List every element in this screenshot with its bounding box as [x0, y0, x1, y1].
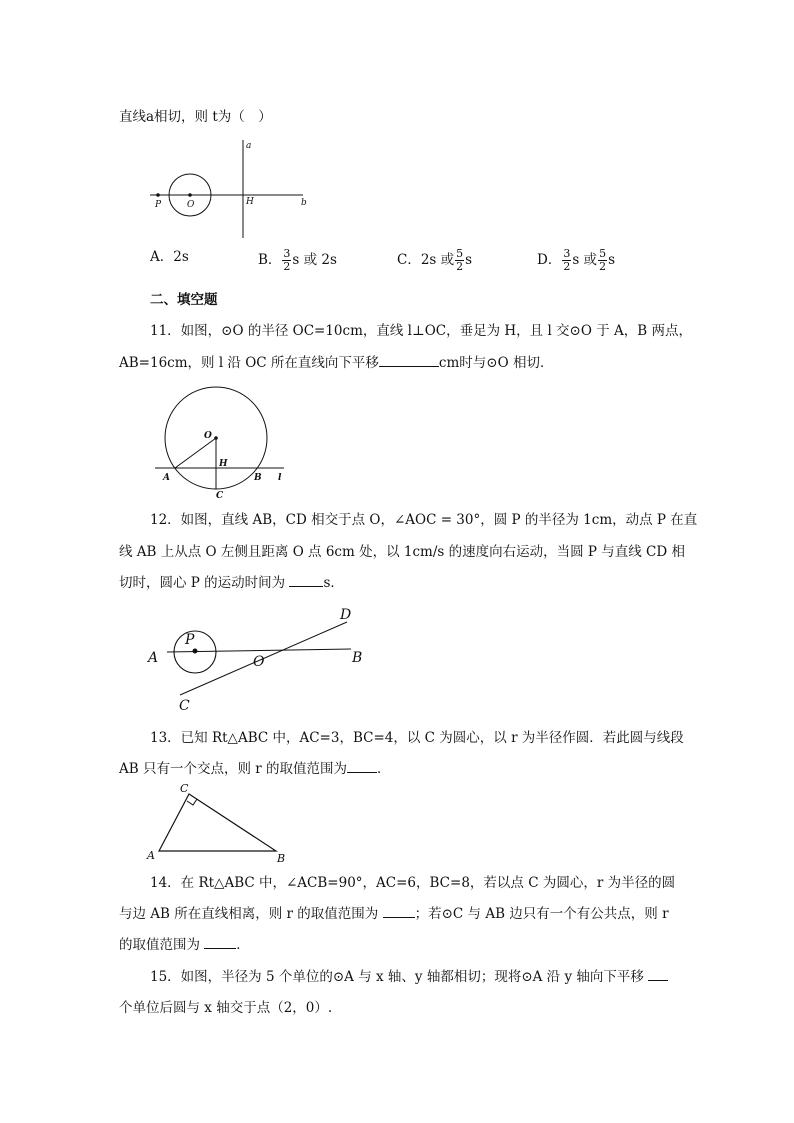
- q11-figure: [150, 386, 290, 501]
- q13-line1: 13．已知 Rt△ABC 中，AC=3，BC=4，以 C 为圆心，以 r 为半径作圆．若此圆与线段: [150, 730, 684, 746]
- label-b: B: [277, 852, 286, 865]
- q12-answer-blank[interactable]: [289, 574, 323, 587]
- point-o: [188, 193, 192, 197]
- q11-line2: AB=16cm，则 l 沿 OC 所在直线向下平移 cm时与⊙O 相切．: [119, 355, 554, 371]
- label-c: C: [180, 782, 189, 795]
- section-title: 二、填空题: [150, 292, 218, 308]
- label-l: l: [278, 473, 282, 483]
- q14-line1: 14．在 Rt△ABC 中，∠ACB=90°，AC=6，BC=8，若以点 C 为圆心，r 为半径的圆: [150, 875, 676, 891]
- q14-line2: 与边 AB 所在直线相离，则 r 的取值范围为 ；若⊙C 与 AB 边只有一个有公共点，则 r: [119, 906, 669, 922]
- label-o: O: [204, 431, 212, 441]
- q14-answer-blank-2[interactable]: [204, 936, 236, 949]
- q11-line1: 11．如图，⊙O 的半径 OC=10cm，直线 l⊥OC，垂足为 H，且 l 交⊙O 于 A，B 两点，: [150, 323, 692, 339]
- q15-answer-blank[interactable]: [648, 968, 668, 981]
- q14-answer-blank-1[interactable]: [383, 905, 415, 918]
- point-p: [156, 193, 160, 197]
- label-c: C: [216, 491, 224, 501]
- label-h: H: [219, 459, 228, 469]
- label-b: B: [254, 473, 262, 483]
- label-a: A: [148, 650, 159, 666]
- q10-tail-text: 直线a相切，则 t为（ ）: [119, 109, 272, 125]
- triangle-abc: [159, 794, 276, 851]
- label-o: O: [187, 200, 195, 210]
- label-o: O: [253, 654, 265, 670]
- label-d: D: [340, 607, 352, 623]
- label-c: C: [179, 698, 190, 714]
- label-a: a: [246, 141, 252, 151]
- segment-oa: [175, 438, 216, 468]
- label-b: B: [352, 650, 363, 666]
- q13-answer-blank[interactable]: [347, 760, 377, 773]
- point-o: [214, 436, 218, 440]
- q12-figure: [145, 600, 375, 715]
- right-angle-mark: [187, 799, 197, 805]
- q14-line3: 的取值范围为 ．: [119, 937, 250, 953]
- label-a: A: [163, 473, 170, 483]
- q15-line1: 15．如图，半径为 5 个单位的⊙A 与 x 轴、y 轴都相切；现将⊙A 沿 y 轴向下平移: [150, 968, 668, 986]
- q13-line2: AB 只有一个交点，则 r 的取值范围为 ．: [119, 761, 391, 777]
- q12-line3: 切时，圆心 P 的运动时间为 s．: [119, 575, 344, 591]
- q11-answer-blank[interactable]: [379, 354, 439, 367]
- choice-d: D． $\frac{3}{2}$ s 或 $\frac{5}{2}$ s: [537, 247, 615, 273]
- q12-line1: 12．如图，直线 AB，CD 相交于点 O，∠AOC = 30°，圆 P 的半径为 1cm，动点 P 在直: [150, 512, 698, 528]
- q15-line2: 个单位后圆与 x 轴交于点（2，0）.: [119, 1000, 333, 1016]
- label-a: A: [147, 849, 155, 862]
- choice-c: C．2s 或 $\frac{5}{2}$ s: [397, 247, 473, 273]
- label-b: b: [301, 198, 307, 208]
- label-p: P: [185, 632, 195, 648]
- choice-a: A．2s: [150, 249, 189, 265]
- label-h: H: [246, 197, 254, 207]
- point-p: [193, 649, 198, 654]
- label-p: P: [155, 200, 162, 210]
- choice-b: B． $\frac{3}{2}$ s 或 2s: [258, 247, 337, 273]
- q10-figure: [145, 138, 315, 240]
- q12-line2: 线 AB 上从点 O 左侧且距离 O 点 6cm 处，以 1cm/s 的速度向右运动，当圆 P 与直线 CD 相: [119, 544, 685, 560]
- q13-figure: [145, 780, 295, 866]
